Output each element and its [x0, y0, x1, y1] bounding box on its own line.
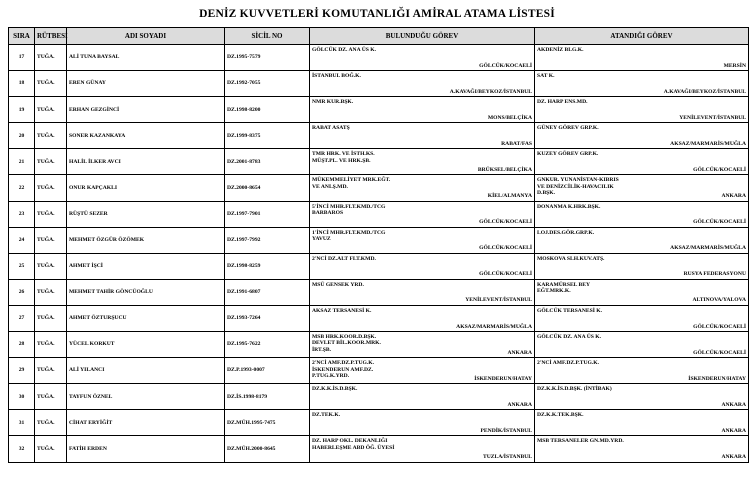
- header-rank: RÜTBESİ: [35, 28, 67, 45]
- row-name: AHMET İŞCİ: [67, 253, 225, 279]
- row-current-duty: [310, 149, 535, 175]
- row-name: TAYFUN ÖZNEL: [67, 384, 225, 410]
- row-rank: TUĞA.: [35, 384, 67, 410]
- row-rank: TUĞA.: [35, 201, 67, 227]
- assignment-table: [8, 27, 749, 463]
- row-rank: TUĞA.: [35, 332, 67, 358]
- new-duty-location: ALTINOVA/YALOVA: [692, 297, 746, 304]
- new-duty-title: DONANMA K.HRK.BŞK.: [537, 203, 601, 210]
- current-duty-location: GÖLCÜK/KOCAELİ: [479, 62, 532, 69]
- new-duty-title: DZ. HARP ENS.MD.: [537, 99, 588, 106]
- row-name: ALİ YILANCI: [67, 358, 225, 384]
- row-current-duty: [310, 123, 535, 149]
- table-row: [9, 45, 749, 71]
- row-name: CİHAT ERYİĞİT: [67, 410, 225, 436]
- new-duty-location: GÖLCÜK/KOCAELİ: [693, 323, 746, 330]
- current-duty-title: DZ.K.K.İS.D.BŞK.: [312, 386, 358, 393]
- table-row: [9, 436, 749, 462]
- row-rank: TUĞA.: [35, 123, 67, 149]
- row-sicil: DZ.2000-8654: [225, 175, 310, 201]
- current-duty-location: YENİLEVENT/İSTANBUL: [465, 297, 532, 304]
- row-new-duty: [535, 45, 749, 71]
- new-duty-title: LOJ.DES.GÖR.GRP.K.: [537, 229, 595, 236]
- current-duty-location: GÖLCÜK/KOCAELİ: [479, 271, 532, 278]
- row-number: 19: [9, 97, 35, 123]
- row-current-duty: [310, 227, 535, 253]
- current-duty-location: ANKARA: [507, 349, 532, 356]
- header-current-duty: BULUNDUĞU GÖREV: [310, 28, 535, 45]
- row-name: SONER KAZANKAYA: [67, 123, 225, 149]
- current-duty-location: İSKENDERUN/HATAY: [474, 375, 532, 382]
- row-new-duty: [535, 201, 749, 227]
- new-duty-title: DZ.K.K.İS.D.BŞK. (İNTİBAK): [537, 386, 612, 393]
- new-duty-location: ANKARA: [721, 427, 746, 434]
- row-current-duty: [310, 201, 535, 227]
- row-rank: TUĞA.: [35, 45, 67, 71]
- row-number: 31: [9, 410, 35, 436]
- row-current-duty: [310, 175, 535, 201]
- current-duty-title: MSÜ GENSEK YRD.: [312, 281, 364, 288]
- row-number: 27: [9, 305, 35, 331]
- row-current-duty: [310, 332, 535, 358]
- row-rank: TUĞA.: [35, 71, 67, 97]
- new-duty-location: AKSAZ/MARMARİS/MUĞLA: [670, 245, 746, 252]
- row-rank: TUĞA.: [35, 358, 67, 384]
- row-number: 26: [9, 279, 35, 305]
- row-new-duty: [535, 175, 749, 201]
- row-sicil: DZ.1991-6807: [225, 279, 310, 305]
- table-row: [9, 123, 749, 149]
- new-duty-location: A.KAVAĞI/BEYKOZ/İSTANBUL: [663, 88, 746, 95]
- new-duty-location: RUSYA FEDERASYONU: [683, 271, 746, 278]
- current-duty-location: A.KAVAĞI/BEYKOZ/İSTANBUL: [449, 88, 532, 95]
- table-row: [9, 97, 749, 123]
- row-name: HALİL İLKER AVCI: [67, 149, 225, 175]
- new-duty-title: GNKUR. YUNANİSTAN-KIBRIS VE DENİZCİLİK-HAVACILIK D.BŞK.: [537, 177, 619, 197]
- new-duty-location: GÖLCÜK/KOCAELİ: [693, 219, 746, 226]
- table-row: [9, 384, 749, 410]
- row-name: ALİ TUNA BAYSAL: [67, 45, 225, 71]
- new-duty-title: KUZEY GÖREV GRP.K.: [537, 151, 599, 158]
- current-duty-location: RABAT/FAS: [501, 140, 532, 147]
- row-current-duty: [310, 305, 535, 331]
- current-duty-location: MONS/BELÇİKA: [487, 114, 532, 121]
- current-duty-title: 5'İNCİ MHR.FLT.KMD./TCG BARBAROS: [312, 203, 386, 216]
- row-number: 32: [9, 436, 35, 462]
- row-rank: TUĞA.: [35, 227, 67, 253]
- header-no: SIRA: [9, 28, 35, 45]
- row-rank: TUĞA.: [35, 175, 67, 201]
- new-duty-title: SAT K.: [537, 73, 555, 80]
- row-name: RÜŞTÜ SEZER: [67, 201, 225, 227]
- current-duty-location: AKSAZ/MARMARİS/MUĞLA: [456, 323, 532, 330]
- current-duty-title: 1'İNCİ MHR.FLT.KMD./TCG YAVUZ: [312, 229, 386, 243]
- current-duty-location: GÖLCÜK/KOCAELİ: [479, 219, 532, 226]
- table-row: [9, 305, 749, 331]
- row-name: MEHMET ÖZGÜR ÖZÖMEK: [67, 227, 225, 253]
- row-rank: TUĞA.: [35, 279, 67, 305]
- row-sicil: DZ.1997-7901: [225, 201, 310, 227]
- row-current-duty: [310, 253, 535, 279]
- row-number: 22: [9, 175, 35, 201]
- table-row: [9, 332, 749, 358]
- row-sicil: DZ.1997-7992: [225, 227, 310, 253]
- table-row: [9, 410, 749, 436]
- current-duty-location: PENDİK/İSTANBUL: [480, 427, 532, 434]
- row-rank: TUĞA.: [35, 97, 67, 123]
- row-new-duty: [535, 305, 749, 331]
- new-duty-title: MOSKOVA SLH.KUV.ATŞ.: [537, 255, 605, 262]
- page-title: DENİZ KUVVETLERİ KOMUTANLIĞI AMİRAL ATAMA LİSTESİ: [199, 8, 555, 20]
- row-sicil: DZ.2001-8783: [225, 149, 310, 175]
- new-duty-title: MSB TERSANELER GN.MD.YRD.: [537, 438, 624, 445]
- row-rank: TUĞA.: [35, 305, 67, 331]
- current-duty-title: 2'NCİ DZ.ALT FLT.KMD.: [312, 255, 376, 262]
- new-duty-location: YENİLEVENT/İSTANBUL: [679, 114, 746, 121]
- current-duty-location: ANKARA: [507, 401, 532, 408]
- row-sicil: DZ.1999-8375: [225, 123, 310, 149]
- header-row: [9, 28, 749, 45]
- new-duty-location: ANKARA: [721, 401, 746, 408]
- row-sicil: DZ.P.1993-0007: [225, 358, 310, 384]
- table-row: [9, 175, 749, 201]
- new-duty-location: MERSİN: [723, 62, 746, 69]
- new-duty-title: GÜNEY GÖREV GRP.K.: [537, 125, 599, 132]
- row-name: MEHMET TAHİR GÖNCÜOĞLU: [67, 279, 225, 305]
- row-current-duty: [310, 410, 535, 436]
- new-duty-title: AKDENİZ BLG.K.: [537, 47, 584, 53]
- current-duty-title: TMR HRK. VE İSTH.KS. MÜŞT.PL. VE HRK.ŞB.: [312, 151, 375, 164]
- row-number: 25: [9, 253, 35, 279]
- new-duty-location: GÖLCÜK/KOCAELİ: [693, 166, 746, 173]
- current-duty-title: RABAT ASATŞ: [312, 125, 350, 132]
- row-sicil: DZ.1995-7579: [225, 45, 310, 71]
- row-new-duty: [535, 149, 749, 175]
- header-name: ADI SOYADI: [67, 28, 225, 45]
- row-sicil: DZ.1998-8200: [225, 97, 310, 123]
- row-new-duty: [535, 410, 749, 436]
- row-rank: TUĞA.: [35, 253, 67, 279]
- new-duty-location: GÖLCÜK/KOCAELİ: [693, 349, 746, 356]
- row-number: 30: [9, 384, 35, 410]
- current-duty-title: DZ. HARP OKL. DEKANLIĞI HABERLEŞME ABD ÖĞ. ÜYESİ: [312, 438, 395, 451]
- row-number: 20: [9, 123, 35, 149]
- row-sicil: DZ.1995-7622: [225, 332, 310, 358]
- row-name: ONUR KAPÇAKLI: [67, 175, 225, 201]
- row-current-duty: [310, 436, 535, 462]
- row-rank: TUĞA.: [35, 410, 67, 436]
- row-number: 29: [9, 358, 35, 384]
- row-sicil: DZ.İS.1998-8179: [225, 384, 310, 410]
- new-duty-title: KARAMÜRSEL BEY EĞT.MRK.K.: [537, 281, 590, 295]
- new-duty-location: ANKARA: [721, 193, 746, 200]
- new-duty-title: 2'NCİ AMF.DZ.P.TUG.K.: [537, 360, 600, 367]
- new-duty-location: ANKARA: [721, 454, 746, 460]
- row-new-duty: [535, 384, 749, 410]
- table-row: [9, 149, 749, 175]
- row-current-duty: [310, 45, 535, 71]
- row-number: 24: [9, 227, 35, 253]
- row-new-duty: [535, 358, 749, 384]
- current-duty-location: KİEL/ALMANYA: [487, 193, 532, 200]
- current-duty-title: MSB HRK.KOOR.D.BŞK. DEVLET BİL.KOOR.MRK. İRT.ŞB.: [312, 334, 381, 353]
- row-new-duty: [535, 123, 749, 149]
- table-row: [9, 253, 749, 279]
- row-current-duty: [310, 358, 535, 384]
- row-sicil: DZ.1992-7055: [225, 71, 310, 97]
- row-new-duty: [535, 279, 749, 305]
- row-sicil: DZ.1993-7264: [225, 305, 310, 331]
- row-sicil: DZ.1998-8259: [225, 253, 310, 279]
- row-name: YÜCEL KORKUT: [67, 332, 225, 358]
- row-number: 23: [9, 201, 35, 227]
- row-number: 18: [9, 71, 35, 97]
- row-current-duty: [310, 97, 535, 123]
- row-new-duty: [535, 227, 749, 253]
- row-sicil: DZ.MÜH.2000-8645: [225, 436, 310, 462]
- row-name: FATİH ERDEN: [67, 436, 225, 462]
- row-current-duty: [310, 384, 535, 410]
- table-row: [9, 201, 749, 227]
- new-duty-location: AKSAZ/MARMARİS/MUĞLA: [670, 140, 746, 147]
- row-new-duty: [535, 253, 749, 279]
- row-number: 28: [9, 332, 35, 358]
- row-name: ERHAN GEZGİNCİ: [67, 97, 225, 123]
- table-row: [9, 279, 749, 305]
- row-rank: TUĞA.: [35, 436, 67, 462]
- table-row: [9, 71, 749, 97]
- current-duty-title: GÖLCÜK DZ. ANA ÜS K.: [312, 47, 377, 53]
- table-row: [9, 358, 749, 384]
- header-new-duty: ATANDIĞI GÖREV: [535, 28, 749, 45]
- new-duty-location: İSKENDERUN/HATAY: [688, 375, 746, 382]
- row-new-duty: [535, 436, 749, 462]
- row-new-duty: [535, 332, 749, 358]
- row-number: 17: [9, 45, 35, 71]
- row-number: 21: [9, 149, 35, 175]
- row-name: EREN GÜNAY: [67, 71, 225, 97]
- row-sicil: DZ.MÜH.1995-7475: [225, 410, 310, 436]
- new-duty-title: DZ.K.K.TEK.BŞK.: [537, 412, 584, 419]
- current-duty-location: BRÜKSEL/BELÇİKA: [477, 166, 532, 173]
- row-new-duty: [535, 71, 749, 97]
- row-current-duty: [310, 71, 535, 97]
- current-duty-title: MÜKEMMELİYET MRK.EĞT. VE ANLŞ.MD.: [312, 177, 391, 190]
- current-duty-title: NMR KUR.BŞK.: [312, 99, 354, 106]
- current-duty-title: DZ.TEK.K.: [312, 412, 341, 419]
- header-sicil: SİCİL NO: [225, 28, 310, 45]
- row-new-duty: [535, 97, 749, 123]
- new-duty-title: GÖLCÜK TERSANESİ K.: [537, 307, 603, 314]
- row-current-duty: [310, 279, 535, 305]
- current-duty-title: AKSAZ TERSANESİ K.: [312, 307, 372, 314]
- current-duty-title: İSTANBUL BOĞ.K.: [312, 73, 361, 80]
- current-duty-title: 2'NCİ AMF.DZ.P.TUG.K. İSKENDERUN AMF.DZ. P.TUG.K.YRD.: [312, 360, 375, 379]
- row-rank: TUĞA.: [35, 149, 67, 175]
- row-name: AHMET ÖZTURŞUCU: [67, 305, 225, 331]
- table-row: [9, 227, 749, 253]
- current-duty-location: TUZLA/İSTANBUL: [482, 454, 532, 460]
- new-duty-title: GÖLCÜK DZ. ANA ÜS K.: [537, 334, 602, 341]
- current-duty-location: GÖLCÜK/KOCAELİ: [479, 245, 532, 252]
